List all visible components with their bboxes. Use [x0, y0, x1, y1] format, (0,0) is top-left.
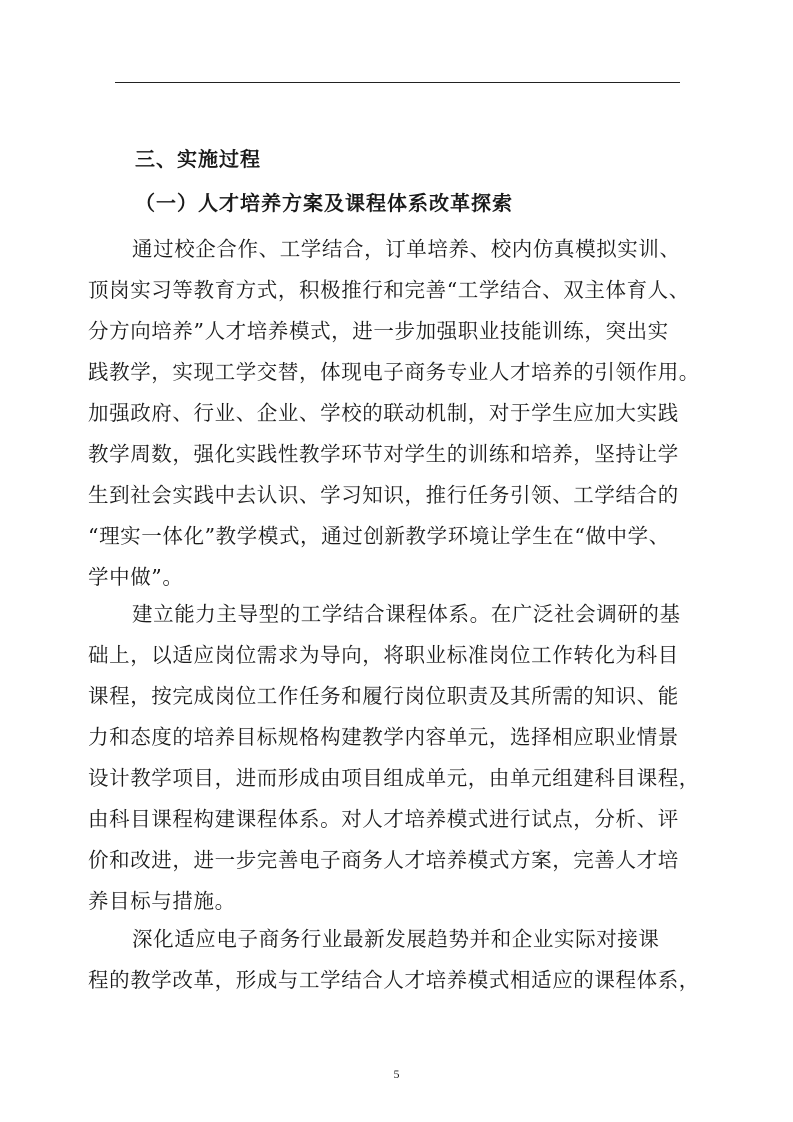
paragraph-line: 学中做”。 [88, 565, 184, 589]
paragraph-line: 由科目课程构建课程体系。对人才培养模式进行试点，分析、评 [88, 807, 679, 831]
paragraph-line: 生到社会实践中去认识、学习知识，推行任务引领、工学结合的 [88, 483, 679, 507]
paragraph-line: 础上，以适应岗位需求为导向，将职业标准岗位工作转化为科目 [88, 643, 679, 667]
paragraph-line: 养目标与措施。 [88, 889, 236, 913]
paragraph-line: 顶岗实习等教育方式，积极推行和完善“工学结合、双主体育人、 [88, 278, 690, 302]
paragraph-line: 课程，按完成岗位工作任务和履行岗位职责及其所需的知识、能 [88, 684, 679, 708]
paragraph-line: 通过校企合作、工学结合，订单培养、校内仿真模拟实训、 [132, 237, 681, 261]
paragraph-line: 加强政府、行业、企业、学校的联动机制，对于学生应加大实践 [88, 401, 679, 425]
paragraph-line: 力和态度的培养目标规格构建教学内容单元，选择相应职业情景 [88, 725, 679, 749]
header-rule [115, 82, 680, 83]
subsection-heading: （一）人才培养方案及课程体系改革探索 [135, 191, 513, 215]
paragraph-line: 设计教学项目，进而形成由项目组成单元，由单元组建科目课程， [88, 766, 700, 790]
paragraph-line: 教学周数，强化实践性教学环节对学生的训练和培养，坚持让学 [88, 442, 679, 466]
section-heading: 三、实施过程 [135, 147, 261, 171]
paragraph-line: 价和改进，进一步完善电子商务人才培养模式方案，完善人才培 [88, 848, 679, 872]
paragraph-line: 践教学，实现工学交替，体现电子商务专业人才培养的引领作用。 [88, 360, 700, 384]
paragraph-line: 建立能力主导型的工学结合课程体系。在广泛社会调研的基 [132, 602, 681, 626]
paragraph-line: “理实一体化”教学模式，通过创新教学环境让学生在“做中学、 [88, 524, 670, 548]
paragraph-line: 程的教学改革，形成与工学结合人才培养模式相适应的课程体系， [88, 968, 700, 992]
paragraph-line: 深化适应电子商务行业最新发展趋势并和企业实际对接课 [132, 927, 660, 951]
page-number: 5 [393, 1067, 400, 1081]
paragraph-line: 分方向培养”人才培养模式，进一步加强职业技能训练，突出实 [88, 319, 669, 343]
